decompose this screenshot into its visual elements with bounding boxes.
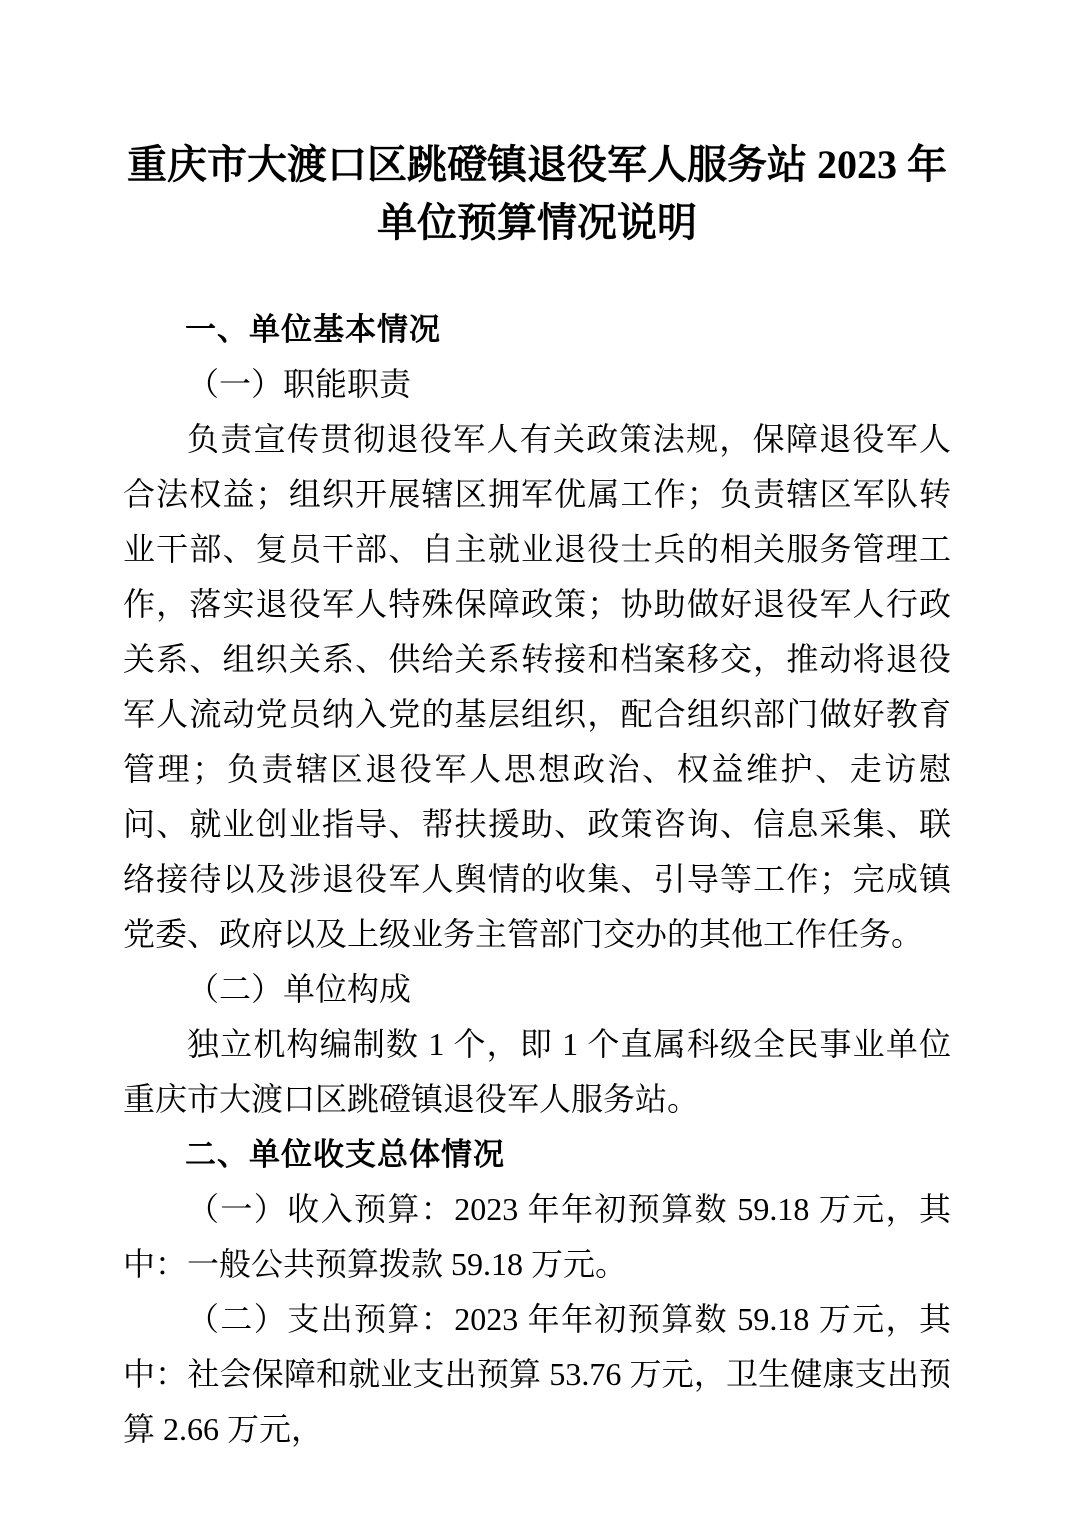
- income-budget-paragraph: （一）收入预算：2023 年年初预算数 59.18 万元，其中：一般公共预算拨款 59.18 万元。: [123, 1191, 951, 1282]
- expenditure-budget-paragraph: （二）支出预算：2023 年年初预算数 59.18 万元，其中：社会保障和就业支出预算 53.76 万元，卫生健康支出预算 2.66 万元，: [123, 1301, 951, 1447]
- document-title: [0, 136, 1074, 252]
- document-title-line-1: 重庆市大渡口区跳磴镇退役军人服务站 2023 年: [127, 142, 947, 187]
- section-1-sub-1-heading: （一）职能职责: [187, 366, 412, 402]
- duties-paragraph: 负责宣传贯彻退役军人有关政策法规，保障退役军人合法权益；组织开展辖区拥军优属工作；负责辖区军队转业干部、复员干部、自主就业退役士兵的相关服务管理工作，落实退役军人特殊保障政策；协助做好退役军人行政关系、组织关系、供给关系转接和档案移交，推动将退役军人流动党员纳入党的基层组织，配合组织部门做好教育管理；负责辖区退役军人思想政治、权益维护、走访慰问、就业创业指导、帮扶援助、政策咨询、信息采集、联络接待以及涉退役军人舆情的收集、引导等工作；完成镇党委、政府以及上级业务主管部门交办的其他工作任务。: [123, 421, 951, 952]
- section-1-sub-2-heading: （二）单位构成: [187, 971, 412, 1007]
- section-1-heading: 一、单位基本情况: [185, 312, 441, 347]
- section-2-heading: 二、单位收支总体情况: [185, 1137, 505, 1172]
- document-body: [123, 302, 951, 1457]
- unit-composition-paragraph: 独立机构编制数 1 个，即 1 个直属科级全民事业单位重庆市大渡口区跳磴镇退役军人服务站。: [123, 1026, 951, 1117]
- document-title-line-2: 单位预算情况说明: [377, 200, 697, 245]
